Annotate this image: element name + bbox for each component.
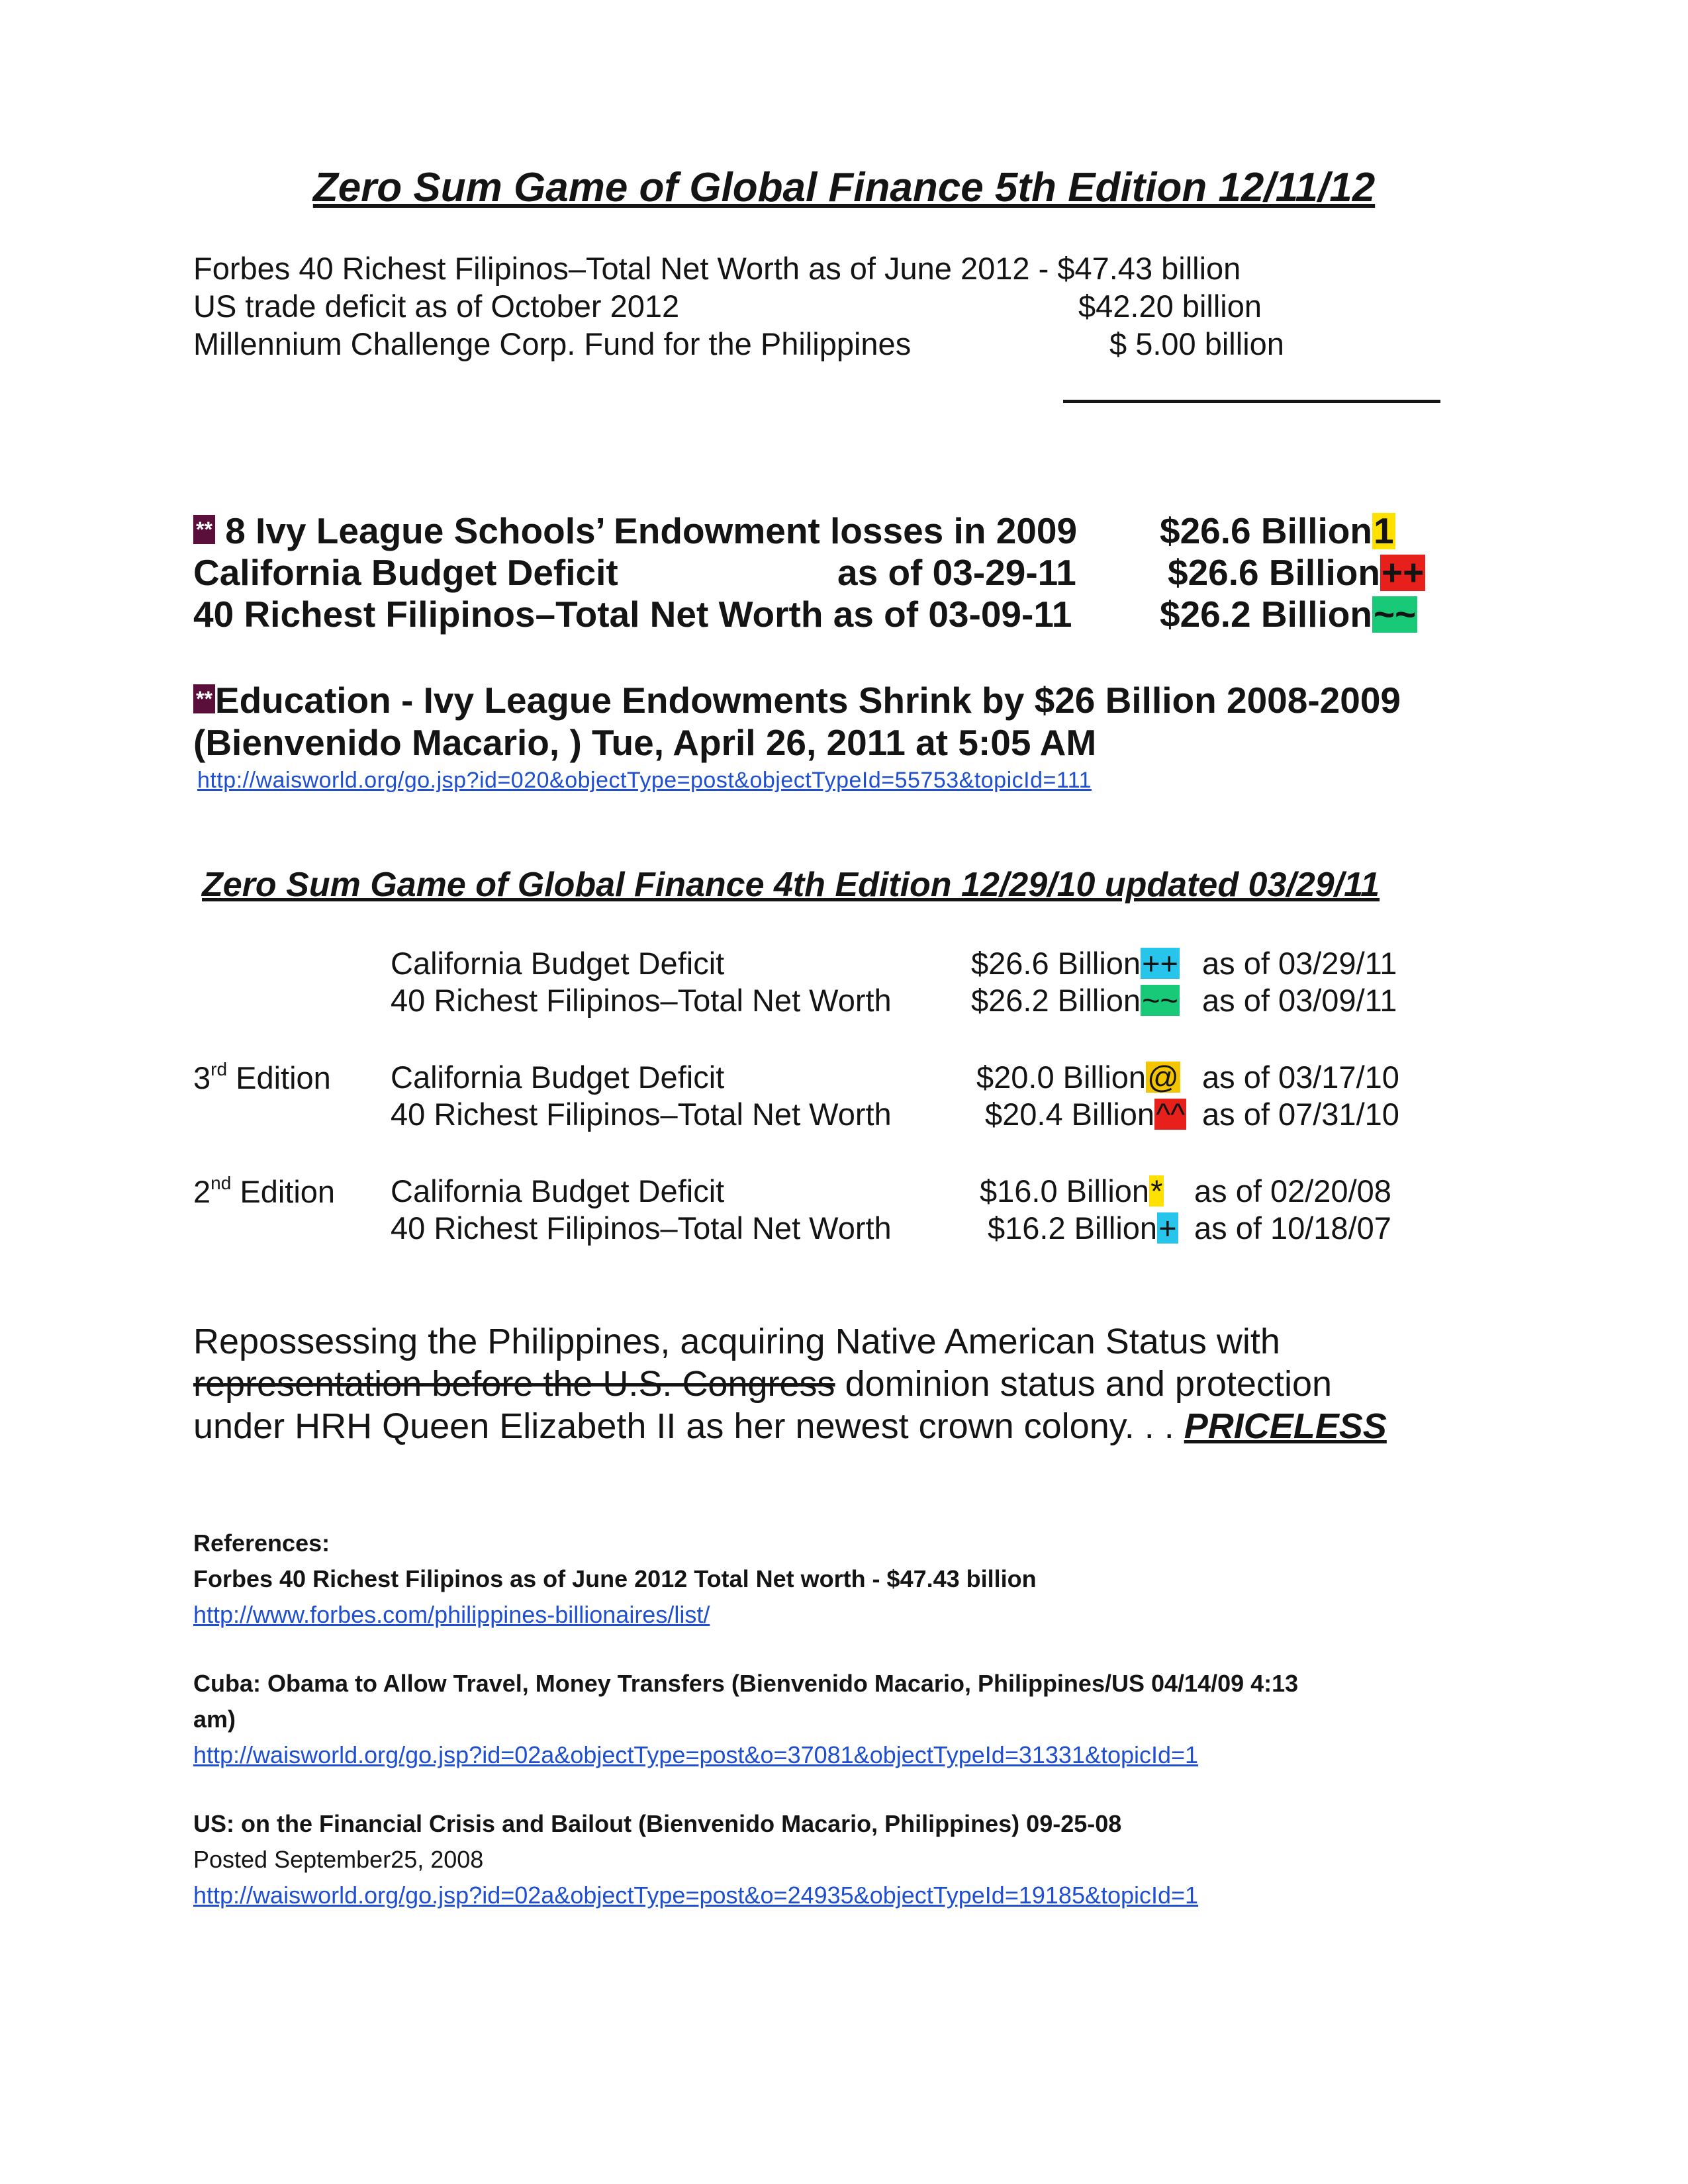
summary-line-forbes: Forbes 40 Richest Filipinos–Total Net Worth as of June 2012 - $47.43 billion bbox=[193, 251, 1241, 286]
footnote-marker: ** bbox=[193, 515, 215, 544]
edition-suffix: rd bbox=[211, 1059, 228, 1079]
edition-row-date: as of 07/31/10 bbox=[1202, 1097, 1399, 1132]
comparison-value-california bbox=[1168, 551, 1425, 594]
reference-title: Cuba: Obama to Allow Travel, Money Transfers (Bienvenido Macario, Philippines/US 04/14/09 4:13 bbox=[193, 1670, 1299, 1697]
value-text: $26.6 Billion bbox=[971, 946, 1141, 981]
edition-row-date: as of 03/09/11 bbox=[1202, 983, 1397, 1018]
references-heading: References: bbox=[193, 1529, 330, 1557]
value-text: $16.2 Billion bbox=[988, 1210, 1158, 1246]
edition-suffix: nd bbox=[211, 1173, 232, 1193]
edition-row-date: as of 03/17/10 bbox=[1202, 1060, 1399, 1095]
edition-label-2nd bbox=[193, 1173, 335, 1210]
value-text: $20.0 Billion bbox=[976, 1060, 1147, 1095]
edition-row-label: California Budget Deficit bbox=[391, 1173, 725, 1208]
edition-number: 3 bbox=[193, 1060, 211, 1095]
closing-line-1: Repossessing the Philippines, acquiring Native American Status with bbox=[193, 1322, 1280, 1361]
reference-posted: Posted September25, 2008 bbox=[193, 1846, 484, 1873]
reference-link[interactable]: http://waisworld.org/go.jsp?id=02a&objectType=post&o=24935&objectTypeId=19185&topicId=1 bbox=[193, 1882, 1199, 1909]
marker-at: @ bbox=[1147, 1060, 1179, 1095]
edition-row-value bbox=[971, 945, 1180, 981]
references-section bbox=[193, 1525, 1298, 1913]
reference-link[interactable]: http://waisworld.org/go.jsp?id=02a&objectType=post&o=37081&objectTypeId=31331&topicId=1 bbox=[193, 1741, 1199, 1768]
closing-line-2-text: dominion status and protection bbox=[835, 1364, 1333, 1404]
edition-number: 2 bbox=[193, 1174, 211, 1209]
edition-row-value bbox=[985, 1096, 1186, 1132]
sum-rule bbox=[1063, 400, 1440, 403]
comparison-date-california: as of 03-29-11 bbox=[837, 552, 1076, 593]
summary-line-trade: US trade deficit as of October 2012 bbox=[193, 289, 680, 324]
reference-title: Forbes 40 Richest Filipinos as of June 2012 Total Net worth - $47.43 billion bbox=[193, 1565, 1037, 1592]
marker-caret: ^^ bbox=[1156, 1097, 1186, 1132]
marker-1: 1 bbox=[1373, 510, 1394, 551]
marker-tilde: ~~ bbox=[1373, 594, 1417, 635]
priceless-text: PRICELESS bbox=[1184, 1406, 1387, 1446]
value-text: $16.0 Billion bbox=[980, 1173, 1150, 1208]
marker-plusplus: ++ bbox=[1142, 946, 1178, 981]
edition-row-label: California Budget Deficit bbox=[391, 946, 725, 981]
marker-plus: + bbox=[1158, 1210, 1177, 1246]
summary-line-mcc: Millennium Challenge Corp. Fund for the Philippines bbox=[193, 326, 912, 361]
closing-paragraph bbox=[193, 1320, 1387, 1447]
edition-row-value bbox=[980, 1173, 1164, 1209]
value-text: $26.2 Billion bbox=[971, 983, 1141, 1018]
value-text: $20.4 Billion bbox=[985, 1097, 1155, 1132]
comparison-row-filipinos: 40 Richest Filipinos–Total Net Worth as of 03-09-11 bbox=[193, 594, 1072, 635]
edition-row-date: as of 02/20/08 bbox=[1194, 1173, 1391, 1208]
summary-value-trade: $42.20 billion bbox=[1078, 289, 1262, 324]
footnote-marker: ** bbox=[193, 684, 215, 713]
page-title: Zero Sum Game of Global Finance 5th Edition 12/11/12 bbox=[312, 165, 1376, 210]
comparison-value-ivy bbox=[1160, 510, 1395, 552]
comparison-row-california: California Budget Deficit bbox=[193, 552, 618, 593]
edition-row-label: 40 Richest Filipinos–Total Net Worth bbox=[391, 983, 892, 1018]
comparison-value: $26.6 Billion bbox=[1168, 552, 1380, 593]
edition-row-label: 40 Richest Filipinos–Total Net Worth bbox=[391, 1210, 892, 1246]
edition-word: Edition bbox=[236, 1060, 331, 1095]
education-line-2: (Bienvenido Macario, ) Tue, April 26, 2011 at 5:05 AM bbox=[193, 722, 1097, 763]
edition-label-3rd bbox=[193, 1059, 331, 1096]
struck-text: representation before the U.S. Congress bbox=[193, 1364, 835, 1404]
edition-row-label: California Budget Deficit bbox=[391, 1060, 725, 1095]
marker-tilde: ~~ bbox=[1142, 983, 1178, 1018]
comparison-label: 8 Ivy League Schools’ Endowment losses in 2009 bbox=[225, 510, 1078, 551]
edition-row-value bbox=[988, 1210, 1178, 1246]
edition-row-value bbox=[971, 982, 1180, 1019]
closing-line-2 bbox=[193, 1363, 1387, 1405]
closing-line-3 bbox=[193, 1405, 1387, 1447]
edition-word: Edition bbox=[240, 1174, 336, 1209]
marker-star: * bbox=[1150, 1173, 1163, 1208]
edition-row-date: as of 03/29/11 bbox=[1202, 946, 1397, 981]
reference-link[interactable]: http://www.forbes.com/philippines-billionaires/list/ bbox=[193, 1601, 710, 1628]
edition-row-label: 40 Richest Filipinos–Total Net Worth bbox=[391, 1097, 892, 1132]
edition-row-value bbox=[976, 1059, 1180, 1095]
education-line-1 bbox=[193, 679, 1401, 721]
reference-title-cont: am) bbox=[193, 1706, 236, 1733]
section-title-4th-edition: Zero Sum Game of Global Finance 4th Edition 12/29/10 updated 03/29/11 bbox=[202, 866, 1380, 904]
marker-plusplus: ++ bbox=[1381, 552, 1425, 593]
closing-line-3-text: under HRH Queen Elizabeth II as her newest crown colony. . . bbox=[193, 1406, 1184, 1446]
comparison-value-filipinos bbox=[1160, 593, 1417, 635]
summary-value-mcc: $ 5.00 billion bbox=[1109, 326, 1284, 361]
edition-row-date: as of 10/18/07 bbox=[1194, 1210, 1391, 1246]
reference-title: US: on the Financial Crisis and Bailout (Bienvenido Macario, Philippines) 09-25-08 bbox=[193, 1810, 1122, 1837]
comparison-value: $26.2 Billion bbox=[1160, 594, 1372, 635]
education-link[interactable]: http://waisworld.org/go.jsp?id=020&objectType=post&objectTypeId=55753&topicId=111 bbox=[197, 768, 1092, 793]
comparison-value: $26.6 Billion bbox=[1160, 510, 1372, 551]
comparison-row-ivy bbox=[193, 510, 1077, 552]
education-text: Education - Ivy League Endowments Shrink by $26 Billion 2008-2009 bbox=[214, 680, 1401, 721]
